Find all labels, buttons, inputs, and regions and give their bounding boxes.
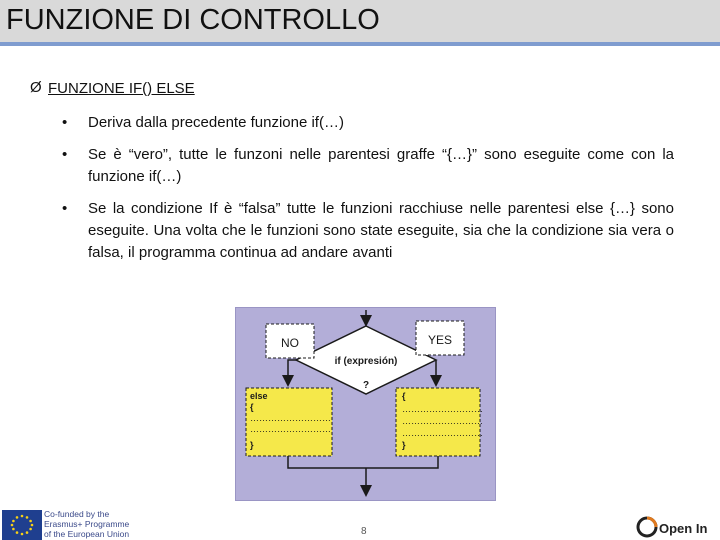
arrow-bullet-icon: Ø — [30, 79, 42, 96]
if-else-flowchart — [235, 307, 496, 501]
if-merge-line — [366, 456, 438, 468]
list-item — [62, 144, 674, 188]
bullet-text: Deriva dalla precedente funzione if(…) — [88, 114, 344, 131]
else-merge-line — [288, 456, 366, 468]
bullet-text: Se è “vero”, tutte le funzoni nelle parentesi graffe “{…}” sono eseguite come con la funzione if(…) — [88, 146, 674, 185]
eu-cofunded-text — [44, 509, 129, 539]
open-in-logo-text: Open In — [659, 521, 708, 536]
if-line: { — [402, 391, 406, 401]
bullet-list — [62, 112, 674, 274]
else-line: ……………………… — [250, 413, 331, 423]
else-line: { — [250, 402, 254, 412]
bullet-dot: • — [62, 146, 68, 163]
eu-text-line: Erasmus+ Programme — [44, 519, 130, 529]
if-line: ……………………… — [402, 428, 483, 438]
condition-label: if (expresión) — [334, 356, 398, 367]
no-label: NO — [281, 336, 299, 350]
eu-text-line: of the European Union — [44, 529, 130, 539]
page-number: 8 — [361, 526, 367, 537]
title-bar — [0, 0, 720, 46]
eu-flag-icon — [2, 510, 42, 540]
eu-text-line: Co-funded by the — [44, 509, 110, 519]
bullet-dot: • — [62, 114, 68, 131]
slide-title: FUNZIONE DI CONTROLLO — [6, 4, 380, 36]
else-line: else — [250, 391, 268, 401]
question-mark: ? — [362, 380, 370, 391]
list-item — [62, 198, 674, 264]
yes-label: YES — [427, 333, 453, 347]
flowchart-svg — [236, 308, 497, 502]
bullet-text: Se la condizione If è “falsa” tutte le funzioni racchiuse nelle parentesi else {…} sono eseguite. Una volta che le funzioni sono state eseguite, sia che la condizione sia vera o falsa, il programma continua ad andare avanti — [88, 200, 674, 261]
bullet-dot: • — [62, 200, 68, 217]
if-line: ……………………… — [402, 404, 483, 414]
else-line: } — [250, 440, 254, 450]
else-branch-arrow — [288, 360, 296, 384]
if-line: } — [402, 440, 406, 450]
if-line: ……………………… — [402, 416, 483, 426]
open-in-logo — [636, 510, 708, 540]
else-line: ……………………… — [250, 424, 331, 434]
section-heading-text: FUNZIONE IF() ELSE — [48, 80, 195, 97]
list-item — [62, 112, 674, 134]
